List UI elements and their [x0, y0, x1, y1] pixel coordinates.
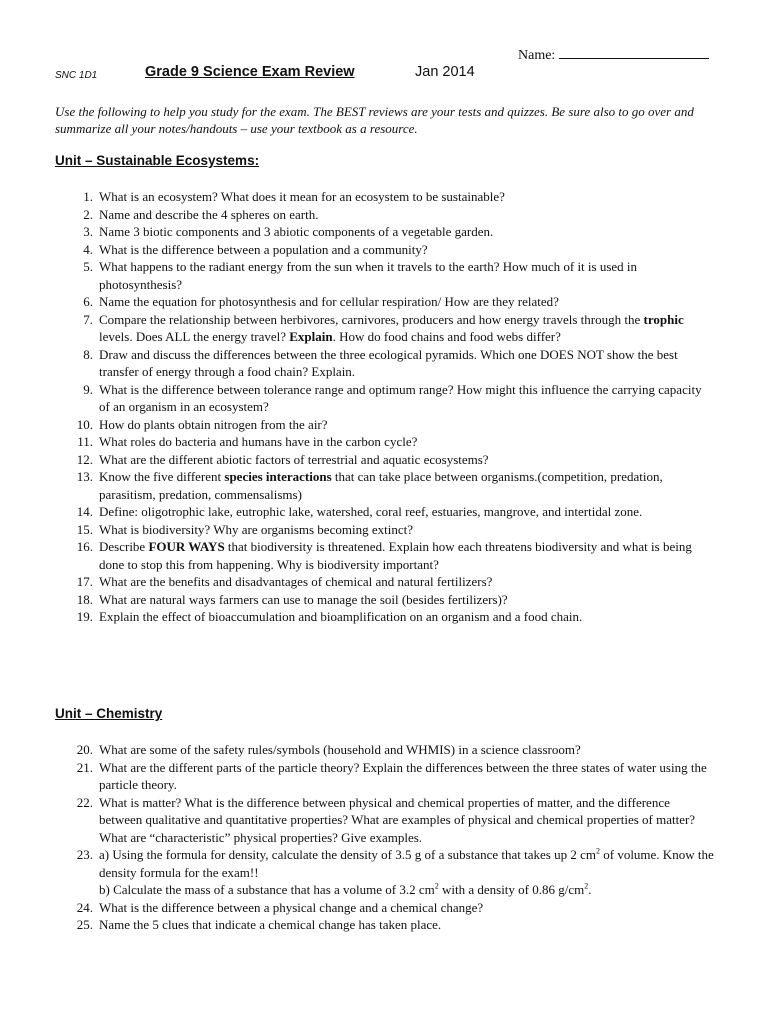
question-item	[55, 759, 715, 794]
question-item	[55, 258, 715, 293]
question-item	[55, 521, 715, 539]
question-text: Describe FOUR WAYS that biodiversity is threatened. Explain how each threatens biodiversity and what is being done to stop this from happening. Why is biodiversity important?	[99, 539, 692, 572]
question-text: a) Using the formula for density, calculate the density of 3.5 g of a substance that takes up 2 $cm^2$ of volume. Know the density formula for the exam!! b) Calculate the mass of a substance that has a volume of 3.2 $cm^2$ with a density of 0.86 $g/cm^2$.	[99, 846, 714, 897]
question-number: 25.	[76, 917, 93, 932]
question-number: 8.	[83, 346, 93, 362]
question-text: Know the five different species interactions that can take place between organisms.(competition, predation, parasitism, predation, commensalisms)	[99, 469, 663, 502]
question-text: What are natural ways farmers can use to manage the soil (besides fertilizers)?	[99, 591, 508, 607]
question-number: 9.	[83, 381, 93, 397]
question-item	[55, 346, 715, 381]
question-number: 22.	[76, 794, 93, 810]
question-item	[55, 241, 715, 259]
question-item	[55, 206, 715, 224]
question-item	[55, 293, 715, 311]
question-item	[55, 591, 715, 609]
question-number: 16.	[76, 539, 93, 554]
question-item	[55, 794, 715, 847]
question-text: What are the different abiotic factors of terrestrial and aquatic ecosystems?	[99, 451, 489, 467]
question-number: 15.	[76, 521, 93, 537]
question-item	[55, 846, 715, 899]
question-number: 10.	[76, 416, 93, 432]
name-blank[interactable]	[559, 46, 709, 59]
question-number: 14.	[76, 504, 93, 519]
question-text: What is the difference between a physical change and a chemical change?	[99, 899, 484, 915]
question-item	[55, 608, 715, 626]
question-text: What is the difference between a population and a community?	[99, 241, 428, 257]
unit-heading-ecosystems: Unit – Sustainable Ecosystems:	[55, 153, 260, 168]
question-number: 5.	[83, 259, 93, 274]
question-text: Name and describe the 4 spheres on earth.	[99, 206, 319, 222]
question-text: What happens to the radiant energy from the sun when it travels to the earth? How much of it is used in photosynthesis?	[99, 259, 638, 292]
question-number: 12.	[76, 451, 93, 467]
question-text: What is the difference between tolerance range and optimum range? How might this influence the carrying capacity of an organism in an ecosystem?	[99, 381, 702, 414]
question-text: What roles do bacteria and humans have in the carbon cycle?	[99, 434, 418, 449]
question-text: What is matter? What is the difference between physical and chemical properties of matter, and the difference between qualitative and quantitative properties? What are examples of physical and chemical properties of matter? What are “characteristic” physical properties? Give examples.	[99, 794, 696, 845]
question-item	[55, 741, 715, 759]
question-text: What are the benefits and disadvantages of chemical and natural fertilizers?	[99, 574, 493, 589]
question-item	[55, 538, 715, 573]
question-item	[55, 573, 715, 591]
question-item	[55, 503, 715, 521]
question-item	[55, 416, 715, 434]
question-text: Compare the relationship between herbivores, carnivores, producers and how energy travels through the trophic levels. Does ALL the energy travel? Explain. How do food chains and food webs differ?	[99, 311, 684, 344]
question-text: Draw and discuss the differences between the three ecological pyramids. Which one DOES NOT show the best transfer of energy through a food chain? Explain.	[99, 346, 678, 379]
question-text: How do plants obtain nitrogen from the air?	[99, 416, 328, 432]
question-number: 3.	[83, 224, 93, 239]
question-text: What are the different parts of the particle theory? Explain the differences between the three states of water using the particle theory.	[99, 759, 707, 792]
question-list-chemistry	[55, 741, 715, 934]
question-number: 19.	[76, 609, 93, 624]
question-item	[55, 188, 715, 206]
question-number: 18.	[76, 591, 93, 607]
question-item	[55, 451, 715, 469]
question-item	[55, 223, 715, 241]
question-number: 20.	[76, 742, 93, 757]
question-text: Define: oligotrophic lake, eutrophic lake, watershed, coral reef, estuaries, mangrove, and intertidal zone.	[99, 504, 643, 519]
question-item	[55, 381, 715, 416]
question-text: What are some of the safety rules/symbols (household and WHMIS) in a science classroom?	[99, 742, 581, 757]
question-number: 1.	[83, 189, 93, 204]
question-text: What is biodiversity? Why are organisms becoming extinct?	[99, 521, 413, 537]
question-number: 4.	[83, 241, 93, 257]
page-title: Grade 9 Science Exam Review	[145, 64, 355, 80]
question-item	[55, 433, 715, 451]
question-text: Name the equation for photosynthesis and for cellular respiration/ How are they related?	[99, 294, 559, 309]
header-row	[55, 64, 745, 86]
name-line	[518, 46, 709, 64]
question-text: Name 3 biotic components and 3 abiotic components of a vegetable garden.	[99, 224, 494, 239]
question-number: 7.	[83, 311, 93, 327]
question-number: 6.	[83, 294, 93, 309]
question-text: What is an ecosystem? What does it mean for an ecosystem to be sustainable?	[99, 189, 505, 204]
question-item	[55, 468, 715, 503]
question-text: Explain the effect of bioaccumulation and bioamplification on an organism and a food chain.	[99, 609, 583, 624]
question-number: 23.	[76, 847, 93, 862]
question-text: Name the 5 clues that indicate a chemical change has taken place.	[99, 917, 442, 932]
unit-heading-chemistry: Unit – Chemistry	[55, 706, 163, 721]
name-label: Name:	[518, 48, 556, 63]
date: Jan 2014	[415, 64, 475, 80]
question-number: 11.	[77, 434, 93, 449]
question-item	[55, 899, 715, 917]
question-item	[55, 916, 715, 934]
question-number: 13.	[76, 469, 93, 484]
intro-text: Use the following to help you study for the exam. The BEST reviews are your tests and quizzes. Be sure also to go over and summarize all your notes/handouts – use your textbook as a resource.	[55, 104, 694, 136]
question-number: 24.	[76, 899, 93, 915]
question-list-ecosystems	[55, 188, 715, 626]
question-number: 2.	[83, 206, 93, 222]
question-item	[55, 311, 715, 346]
question-number: 21.	[76, 759, 93, 775]
course-code: SNC 1D1	[55, 70, 98, 81]
question-number: 17.	[76, 574, 93, 589]
